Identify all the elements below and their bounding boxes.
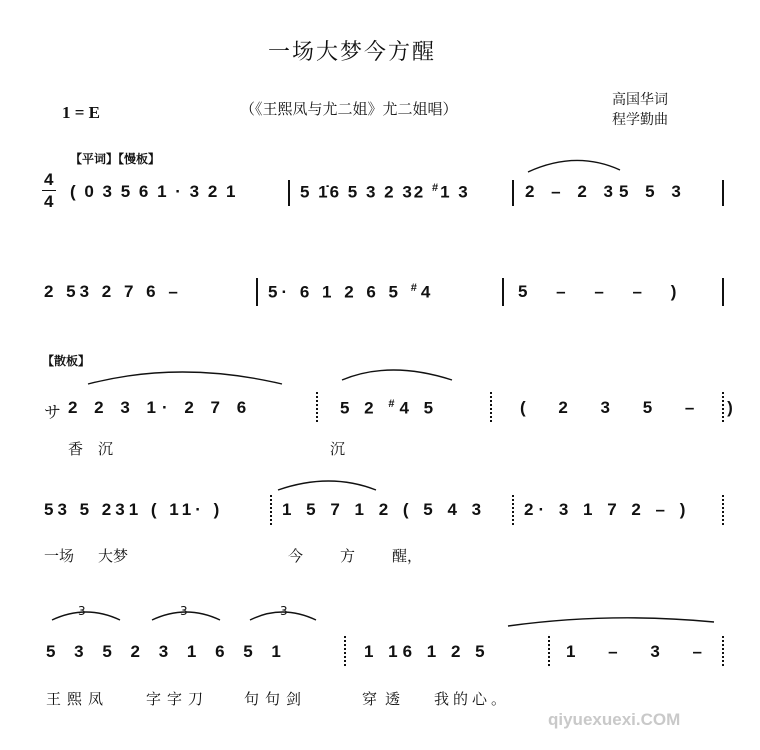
time-sig-top: 4 <box>44 170 54 189</box>
lyric: 穿透 <box>362 690 409 708</box>
lyric: 醒， <box>392 547 423 565</box>
score-line-2b: 5· 6 1 2 6 5 #4 <box>268 282 435 302</box>
score-line-4c: 2· 3 1 7 2 – ) <box>524 500 691 519</box>
lyric: 一场 <box>44 547 75 565</box>
lyricist-credit: 高国华词 <box>612 92 668 108</box>
free-meter-mark: サ <box>44 403 61 422</box>
score-line-2c: 5 – – – ) <box>518 282 689 301</box>
score-line-5c: 1 – 3 – <box>566 642 716 661</box>
page-title: 一场大梦今方醒 <box>268 40 437 65</box>
score-line-3: 2 2 3 1· 2 7 6 <box>68 398 253 417</box>
score-line-2: 2 53 2 7 6 – <box>44 282 182 301</box>
section-tag-pingci: 【平词】【慢板】 <box>70 152 161 166</box>
lyric: 今 <box>288 547 304 565</box>
lyric: 香 <box>68 440 84 458</box>
key-signature: 1 = E <box>62 103 101 122</box>
watermark: qiyuexuexi.COM <box>548 710 681 729</box>
lyric: 方 <box>340 547 356 565</box>
score-line-5b: 1 16 1 2 5 <box>364 642 490 661</box>
lyric: 沉 <box>330 440 346 458</box>
composer-credit: 程学勤曲 <box>612 112 668 128</box>
section-tag-sanban: 【散板】 <box>42 354 91 368</box>
score-line-5: 5 3 5 2 3 1 6 5 1 <box>46 642 288 661</box>
score-line-3c: ( 2 3 5 – ) <box>520 398 747 417</box>
score-line-1: ( 0 3 5 6 1 · 3 2 1 <box>70 182 238 201</box>
score-line-3b: 5 2 #4 5 <box>340 398 439 418</box>
score-line-1c: 2 – 2 35 5 3 <box>525 182 687 201</box>
tuplet-mark: 3 <box>280 604 288 618</box>
lyric: 我的心。 <box>434 690 511 708</box>
score-line-4b: 1 5 7 1 2 ( 5 4 3 <box>282 500 487 519</box>
lyric: 沉 <box>98 440 114 458</box>
lyric: 字字刀 <box>146 690 210 708</box>
score-line-4: 53 5 231 ( 11· ) <box>44 500 224 519</box>
tuplet-mark: 3 <box>180 604 188 618</box>
score-line-1b: 5 1̇6 5 3 2 32 #1 3 <box>300 182 470 202</box>
time-sig-bottom: 4 <box>44 192 54 211</box>
lyric: 句句剑 <box>244 690 308 708</box>
lyric: 大梦 <box>98 547 129 565</box>
tuplet-mark: 3 <box>78 604 86 618</box>
lyric: 王熙凤 <box>46 690 110 708</box>
subtitle: （《王熙凤与尤二姐》尤二姐唱） <box>240 100 458 118</box>
